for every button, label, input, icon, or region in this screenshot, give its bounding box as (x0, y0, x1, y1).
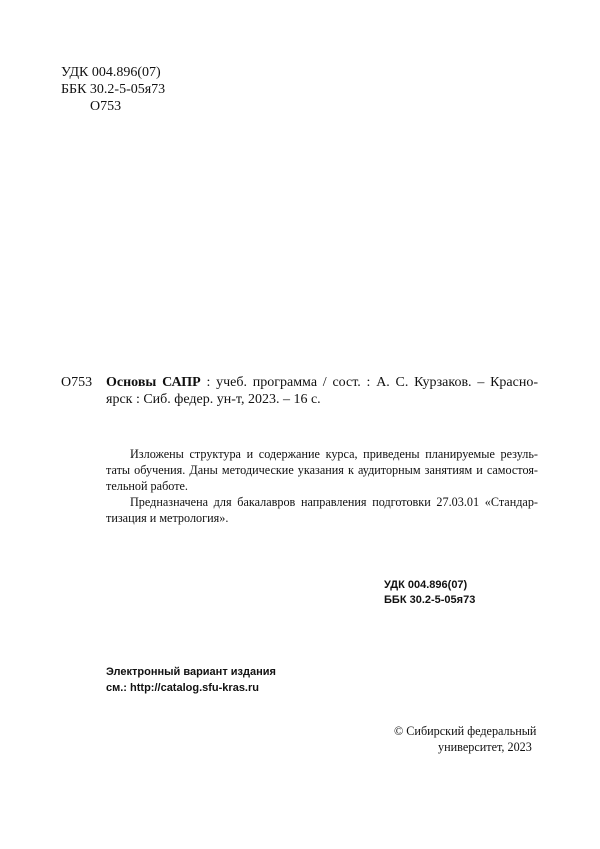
electronic-version-label: Электронный вариант издания (106, 666, 276, 678)
author-sign: О753 (90, 99, 122, 114)
catalog-link[interactable]: см.: http://catalog.sfu-kras.ru (106, 682, 259, 694)
copyright-line-2: университет, 2023 (438, 740, 532, 754)
annotation-line-1: Изложены структура и содержание курса, приведены планируемые резуль- (130, 447, 538, 461)
copyright-line-1: © Сибирский федеральный (394, 724, 537, 738)
annotation-line-4: Предназначена для бакалавров направления подготовки 27.03.01 «Стандар- (130, 495, 538, 509)
udk-code: УДК 004.896(07) (61, 65, 161, 80)
index-udk: УДК 004.896(07) (384, 579, 468, 591)
bbk-code: ББК 30.2-5-05я73 (61, 82, 166, 97)
record-line-2: ярск : Сиб. федер. ун-т, 2023. – 16 с. (106, 392, 321, 407)
annotation-line-3: тельной работе. (106, 479, 188, 493)
annotation-line-5: тизация и метрология». (106, 511, 229, 525)
record-line-1 (106, 374, 538, 391)
record-line-1-rest: : учеб. программа / сост. : А. С. Курзаков. – Красно- (200, 375, 538, 390)
record-sign: О753 (61, 375, 93, 390)
record-title: Основы САПР (106, 375, 201, 390)
index-bbk: ББК 30.2-5-05я73 (384, 594, 476, 606)
annotation-line-2: таты обучения. Даны методические указания к аудиторным занятиям и самостоя- (106, 463, 538, 477)
